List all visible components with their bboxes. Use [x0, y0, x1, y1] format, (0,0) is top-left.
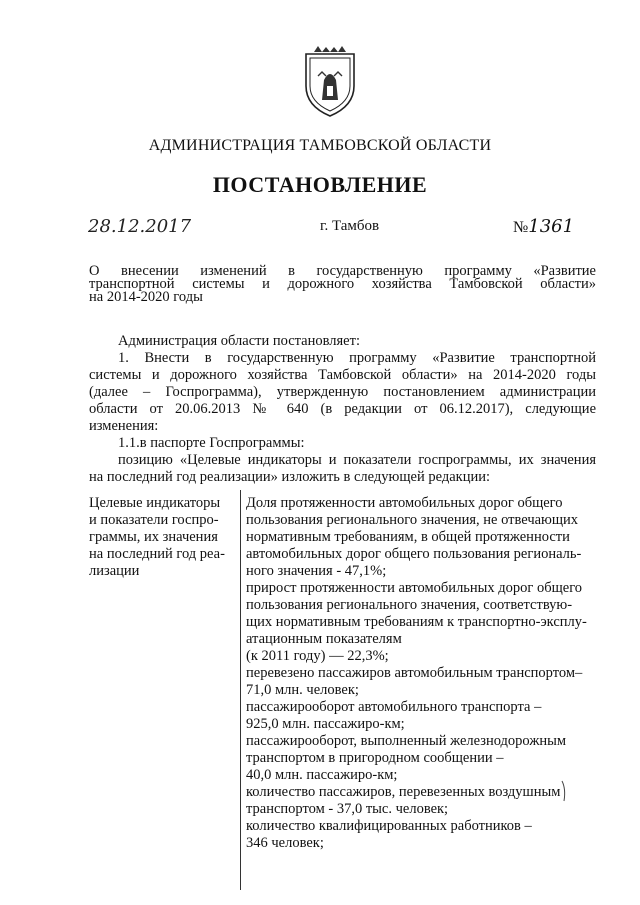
body-line: системы и дорожного хозяйства Тамбовской области» на 2014-2020 годы: [89, 367, 596, 383]
value-line: пассажирооборот автомобильного транспорта –: [246, 699, 542, 715]
value-line: щих нормативным требованиям к транспортно-эксплу-: [246, 614, 587, 630]
document-body: [89, 333, 596, 486]
subject-line: на 2014-2020 годы: [89, 289, 203, 305]
value-line: 40,0 млн. пассажиро-км;: [246, 767, 398, 783]
label-line: Целевые индикаторы: [89, 495, 221, 511]
value-line: пользования регионального значения, не отвечающих: [246, 512, 579, 528]
body-line: 1. Внести в государственную программу «Развитие транспортной: [118, 350, 596, 366]
value-line: количество пассажиров, перевезенных воздушным: [246, 784, 561, 800]
label-line: лизации: [89, 563, 140, 579]
subject-line: транспортной системы и дорожного хозяйства Тамбовской области»: [89, 276, 596, 292]
value-line: Доля протяженности автомобильных дорог общего: [246, 495, 563, 511]
document-type-title: ПОСТАНОВЛЕНИЕ: [212, 172, 428, 197]
label-line: и показатели госпро-: [89, 512, 219, 528]
value-line: количество квалифицированных работников –: [246, 818, 532, 834]
value-line: пассажирооборот, выполненный железнодорожным: [246, 733, 567, 749]
value-line: ного значения - 47,1%;: [246, 563, 387, 579]
value-line: транспортом в пригородном сообщении –: [246, 750, 504, 766]
body-line: изменения:: [89, 418, 159, 434]
body-line: 1.1.в паспорте Госпрограммы:: [118, 435, 305, 451]
value-line: 346 человек;: [246, 835, 324, 851]
body-line: на последний год реализации» изложить в следующей редакции:: [89, 469, 491, 485]
document-city: г. Тамбов: [320, 218, 380, 234]
table-divider: [240, 490, 241, 890]
document-date: 28.12.2017: [88, 216, 192, 237]
subject-line: О внесении изменений в государственную программу «Развитие: [89, 263, 596, 279]
value-line: (к 2011 году) — 22,3%;: [246, 648, 389, 664]
coat-of-arms-emblem: [300, 46, 360, 118]
value-line: нормативным требованиям, в общей протяженности: [246, 529, 570, 545]
body-line: Администрация области постановляет:: [118, 333, 360, 349]
label-line: на последний год реа-: [89, 546, 225, 562]
body-line: позицию «Целевые индикаторы и показатели госпрограммы, их значения: [118, 452, 596, 468]
value-line: автомобильных дорог общего пользования региональ-: [246, 546, 582, 562]
document-subject: [89, 265, 596, 304]
value-line: транспортом - 37,0 тыс. человек;: [246, 801, 449, 817]
value-line: атационным показателям: [246, 631, 402, 647]
value-line: 71,0 млн. человек;: [246, 682, 359, 698]
body-line: области от 20.06.2013 № 640 (в редакции от 06.12.2017), следующие: [89, 401, 596, 417]
organization-name: АДМИНИСТРАЦИЯ ТАМБОВСКОЙ ОБЛАСТИ: [148, 137, 492, 154]
value-line: перевезено пассажиров автомобильным транспортом–: [246, 665, 583, 681]
label-line: граммы, их значения: [89, 529, 218, 545]
passport-position-label: [89, 495, 235, 580]
handwritten-check-mark: [560, 779, 570, 803]
number-value: 1361: [528, 216, 575, 237]
body-line: (далее – Госпрограмма), утвержденную постановлением администрации: [89, 384, 596, 400]
document-number: [513, 216, 574, 237]
number-sign: №: [513, 219, 529, 236]
value-line: 925,0 млн. пассажиро-км;: [246, 716, 405, 732]
value-line: прирост протяженности автомобильных дорог общего: [246, 580, 583, 596]
value-line: пользования регионального значения, соответствую-: [246, 597, 573, 613]
passport-position-value: [246, 495, 602, 852]
